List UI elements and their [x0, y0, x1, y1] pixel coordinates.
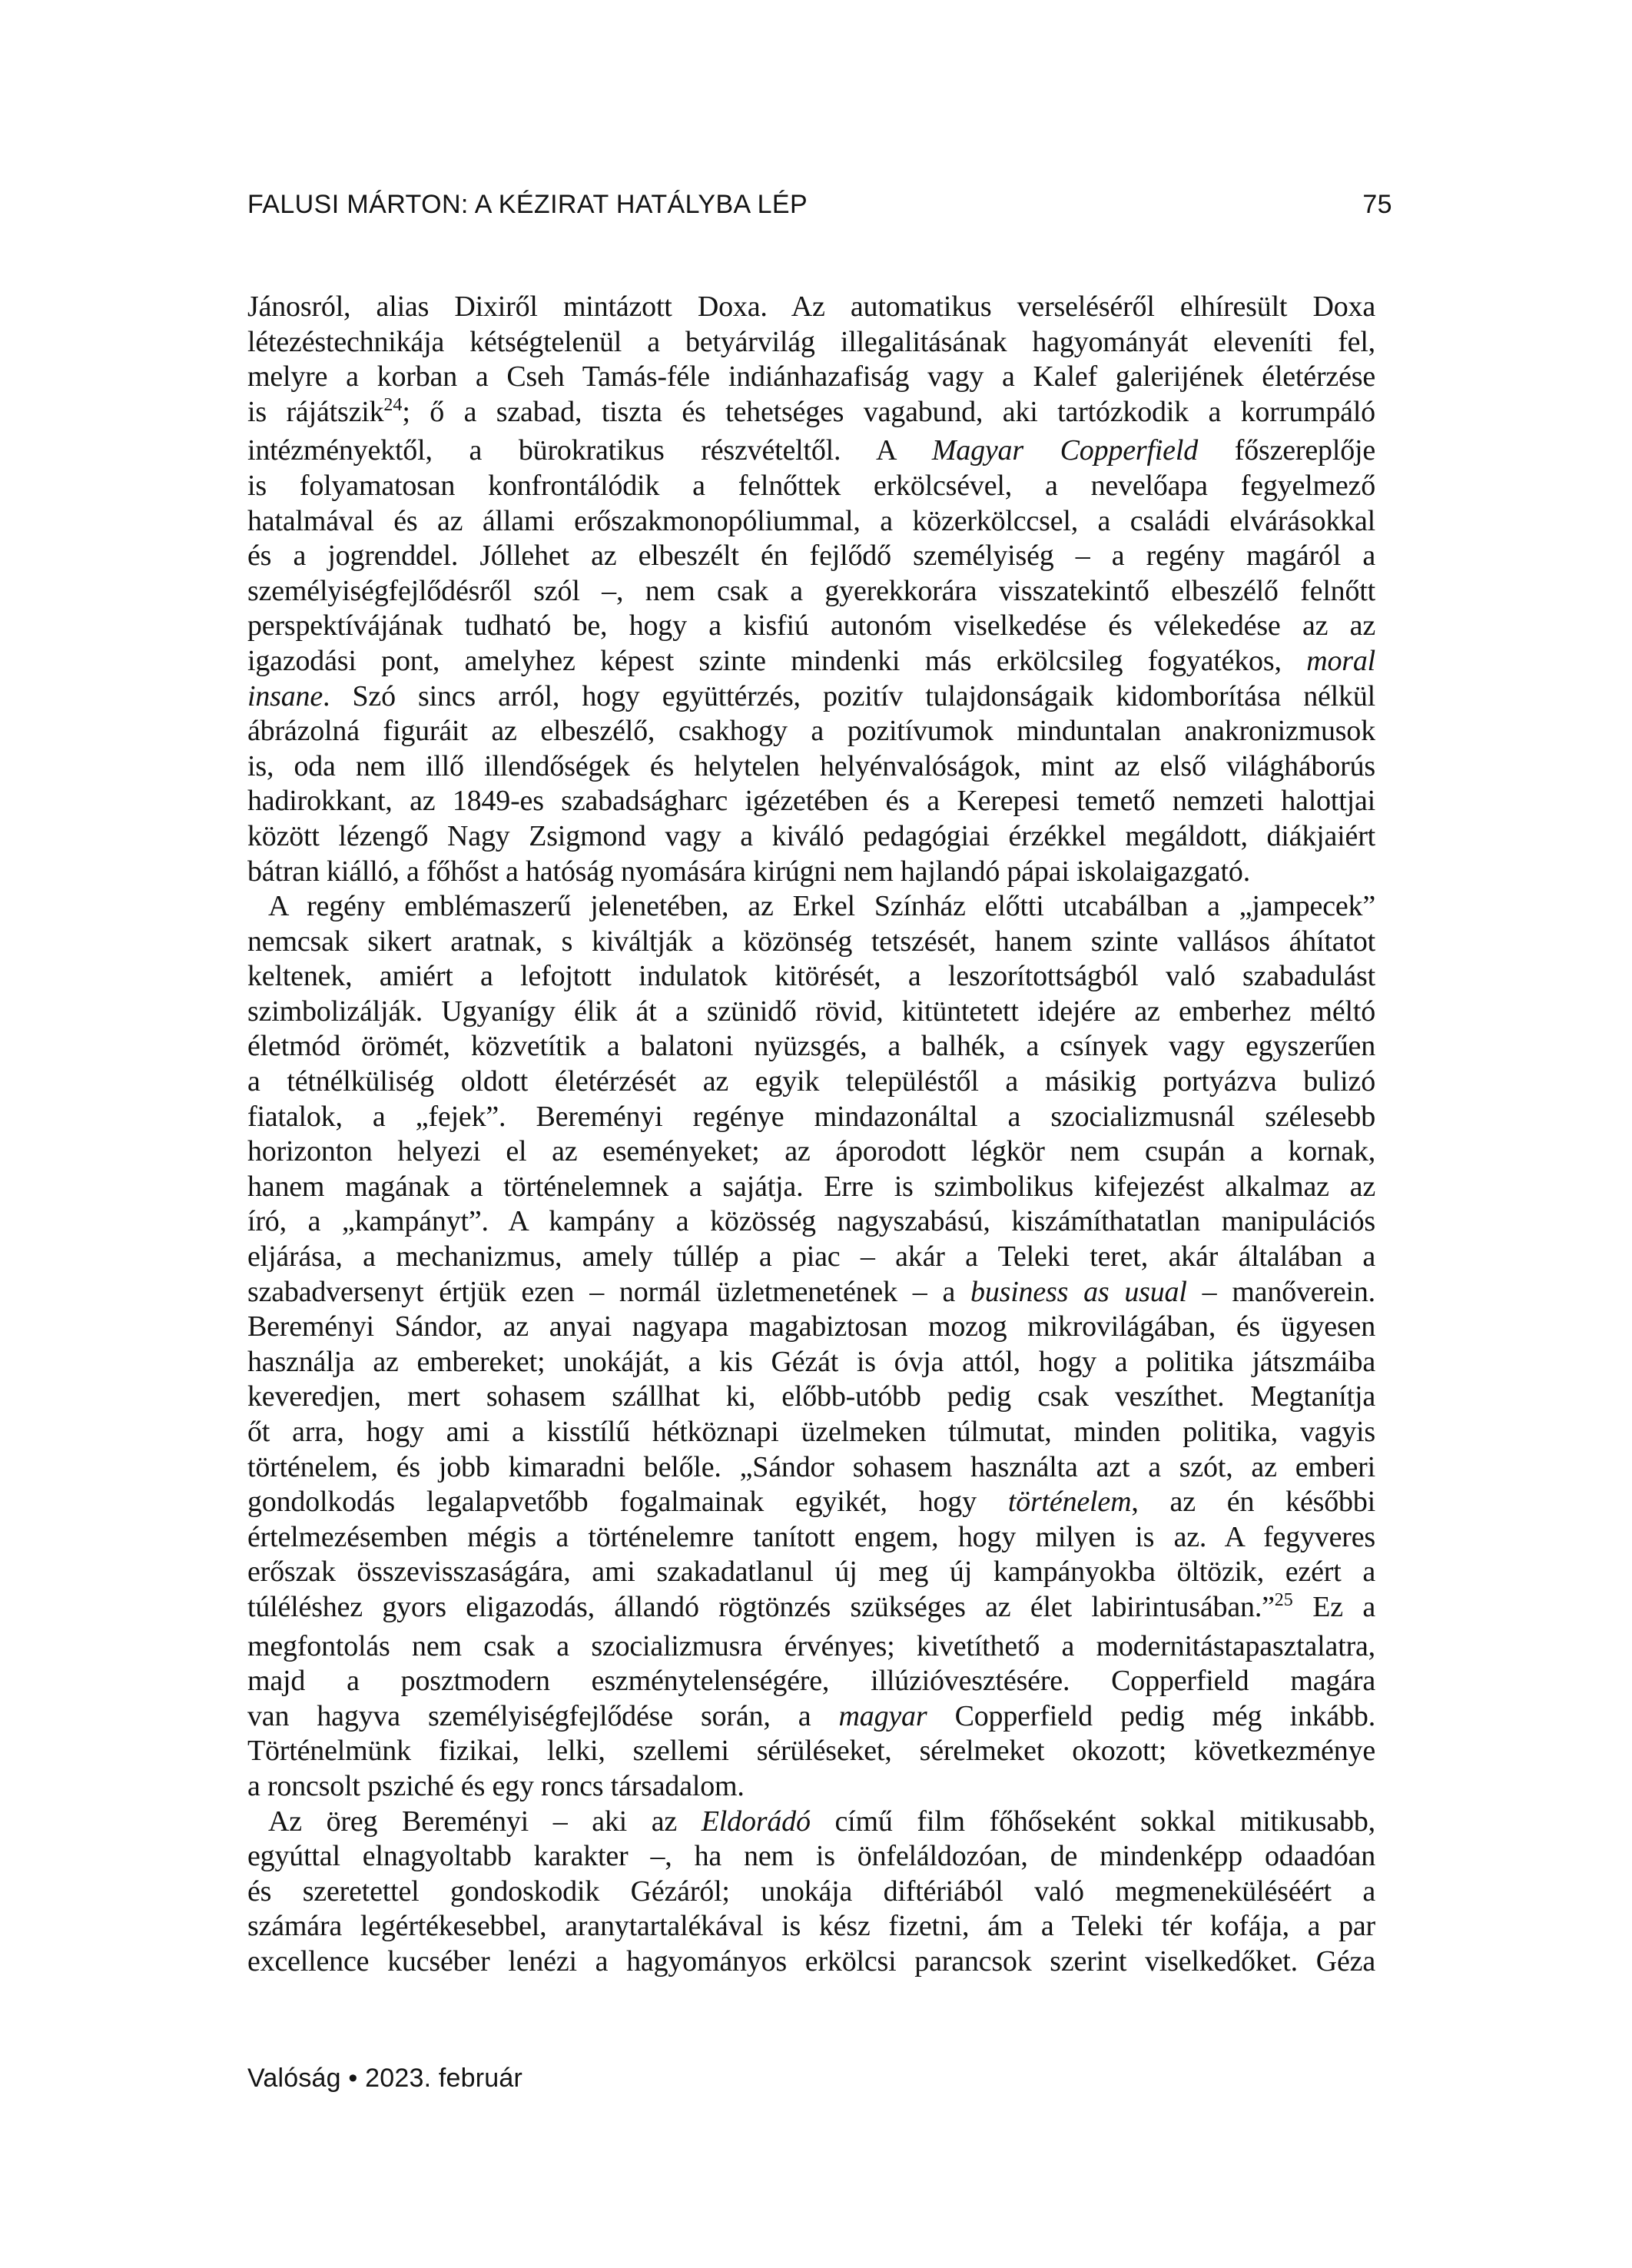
text-line: egyúttal elnagyoltabb karakter –, ha nem is önfeláldozóan, de mindenképp odaadóan — [247, 1840, 1375, 1873]
text-line: és szeretettel gondoskodik Gézáról; unokája diftériából való megmeneküléséért a — [247, 1875, 1375, 1908]
text-line: nemcsak sikert aratnak, s kiváltják a közönség tetszését, hanem szinte vallásos áhítatot — [247, 925, 1375, 958]
text-line: hatalmával és az állami erőszakmonopóliummal, a közerkölccsel, a családi elvárásokkal — [247, 504, 1375, 537]
text-line: ábrázolná figuráit az elbeszélő, csakhogy a pozitívumok minduntalan anakronizmusok — [247, 715, 1375, 748]
text-line: excellence kucséber lenézi a hagyományos erkölcsi parancsok szerint viselkedőket. Géza — [247, 1944, 1375, 1977]
text-line: is rájátszik$^{24}$; ő a szabad, tiszta és tehetséges vagabund, aki tartózkodik a korrumpáló — [247, 394, 1375, 428]
paragraph — [247, 889, 1375, 1804]
text-line: insane. Szó sincs arról, hogy együttérzés, pozitív tulajdonságaik kidomborítása nélkül — [247, 679, 1375, 712]
italic-text: moral — [1306, 644, 1375, 677]
text-line: között lézengő Nagy Zsigmond vagy a kiváló pedagógiai érzékkel megáldott, diákjaiért — [247, 819, 1375, 852]
italic-text: insane — [247, 679, 323, 712]
running-header — [247, 190, 1392, 220]
paragraph — [247, 290, 1375, 889]
text-line: intézményektől, a bürokratikus részvételtől. A Magyar Copperfield főszereplője — [247, 434, 1375, 467]
text-line: gondolkodás legalapvetőbb fogalmainak egyikét, hogy történelem, az én későbbi — [247, 1486, 1375, 1519]
text-line: majd a posztmodern eszménytelenségére, illúzióvesztésére. Copperfield magára — [247, 1665, 1375, 1698]
text-line: Az öreg Bereményi – aki az Eldorádó című film főhőseként sokkal mitikusabb, — [268, 1805, 1375, 1838]
text-line: történelem, és jobb kimaradni belőle. „Sándor sohasem használta azt a szót, az emberi — [247, 1450, 1375, 1483]
text-line: perspektívájának tudható be, hogy a kisfiú autonóm viselkedése és vélekedése az az — [247, 609, 1375, 643]
text-line: megfontolás nem csak a szocializmusra érvényes; kivetíthető a modernitástapasztalatra, — [247, 1629, 1375, 1662]
text-line: létezéstechnikája kétségtelenül a betyárvilág illegalitásának hagyományát eleveníti fel, — [247, 325, 1375, 358]
italic-text: történelem — [1007, 1486, 1132, 1519]
page-number: 75 — [1362, 190, 1392, 219]
text-line: használja az embereket; unokáját, a kis Gézát is óvja attól, hogy a politika játszmáiba — [247, 1345, 1375, 1378]
italic-text: magyar — [838, 1699, 927, 1732]
italic-text: business as usual — [970, 1275, 1187, 1308]
text-line: A regény emblémaszerű jelenetében, az Erkel Színház előtti utcabálban a „jampecek” — [268, 890, 1375, 923]
text-line: melyre a korban a Cseh Tamás-féle indiánhazafiság vagy a Kalef galerijének életérzése — [247, 360, 1375, 393]
text-line: író, a „kampányt”. A kampány a közösség nagyszabású, kiszámíthatatlan manipulációs — [247, 1205, 1375, 1238]
text-line: értelmezésemben mégis a történelemre tanított engem, hogy milyen is az. A fegyveres — [247, 1520, 1375, 1553]
text-line: is folyamatosan konfrontálódik a felnőttek erkölcsével, a nevelőapa fegyelmező — [247, 469, 1375, 502]
text-line: is, oda nem illő illendőségek és helytelen helyénvalóságok, mint az első világháborús — [247, 749, 1375, 782]
running-header-title: FALUSI MÁRTON: A KÉZIRAT HATÁLYBA LÉP — [247, 190, 808, 219]
footnote-reference: 25 — [1274, 1589, 1293, 1610]
text-line: hadirokkant, az 1849-es szabadságharc igézetében és a Kerepesi temető nemzeti halottjai — [247, 785, 1375, 818]
footnote-reference: 24 — [383, 394, 403, 415]
paragraph — [247, 1805, 1375, 1980]
text-line: a tétnélküliség oldott életérzését az egyik településtől a másikig portyázva bulizó — [247, 1065, 1375, 1098]
text-line: fiatalok, a „fejek”. Bereményi regénye mindazonáltal a szocializmusnál szélesebb — [247, 1100, 1375, 1133]
text-line: bátran kiálló, a főhőst a hatóság nyomására kirúgni nem hajlandó pápai iskolaigazgató. — [247, 855, 1251, 888]
text-line: keveredjen, mert sohasem szállhat ki, előbb-utóbb pedig csak veszíthet. Megtanítja — [247, 1380, 1375, 1413]
text-line: szimbolizálják. Ugyanígy élik át a szünidő rövid, kitüntetett idejére az emberhez méltó — [247, 995, 1375, 1028]
text-line: keltenek, amiért a lefojtott indulatok kitörését, a leszorítottságból való szabadulást — [247, 960, 1375, 993]
text-line: eljárása, a mechanizmus, amely túllép a piac – akár a Teleki teret, akár általában a — [247, 1240, 1375, 1273]
text-line: Történelmünk fizikai, lelki, szellemi sérüléseket, sérelmeket okozott; következménye — [247, 1735, 1375, 1768]
text-line: Bereményi Sándor, az anyai nagyapa magabiztosan mozog mikrovilágában, és ügyesen — [247, 1310, 1375, 1343]
text-line: van hagyva személyiségfejlődése során, a magyar Copperfield pedig még inkább. — [247, 1699, 1375, 1732]
text-line: személyiségfejlődésről szól –, nem csak a gyerekkorára visszatekintő elbeszélő felnőtt — [247, 574, 1375, 607]
article-body — [247, 290, 1375, 1980]
text-line: szabadversenyt értjük ezen – normál üzletmenetének – a business as usual – manőverein. — [247, 1275, 1375, 1308]
text-line: horizonton helyezi el az eseményeket; az áporodott légkör nem csupán a kornak, — [247, 1135, 1375, 1168]
text-line: hanem magának a történelemnek a sajátja. Erre is szimbolikus kifejezést alkalmaz az — [247, 1170, 1375, 1203]
italic-text: Magyar Copperfield — [931, 434, 1199, 467]
text-line: Jánosról, alias Dixiről mintázott Doxa. Az automatikus verseléséről elhíresült Doxa — [247, 291, 1375, 323]
text-line: életmód örömét, közvetítik a balatoni nyüzsgés, a balhék, a csínyek vagy egyszerűen — [247, 1030, 1375, 1063]
journal-imprint: Valóság • 2023. február — [247, 2064, 522, 2093]
italic-text: Eldorádó — [701, 1805, 811, 1838]
text-line: számára legértékesebbel, aranytartalékával is kész fizetni, ám a Teleki tér kofája, a par — [247, 1910, 1375, 1943]
running-footer — [247, 2064, 522, 2094]
text-line: a roncsolt psziché és egy roncs társadalom. — [247, 1769, 745, 1802]
text-line: erőszak összevisszaságára, ami szakadatlanul új meg új kampányokba öltözik, ezért a — [247, 1556, 1375, 1589]
text-line: és a jogrenddel. Jóllehet az elbeszélt én fejlődő személyiség – a regény magáról a — [247, 540, 1375, 573]
text-line: őt arra, hogy ami a kisstílű hétköznapi üzelmeken túlmutat, minden politika, vagyis — [247, 1416, 1375, 1448]
text-line: túléléshez gyors eligazodás, állandó rögtönzés szükséges az élet labirintusában.”$^{25}$ Ez a — [247, 1589, 1375, 1623]
text-line: igazodási pont, amelyhez képest szinte mindenki más erkölcsileg fogyatékos, moral — [247, 644, 1375, 677]
